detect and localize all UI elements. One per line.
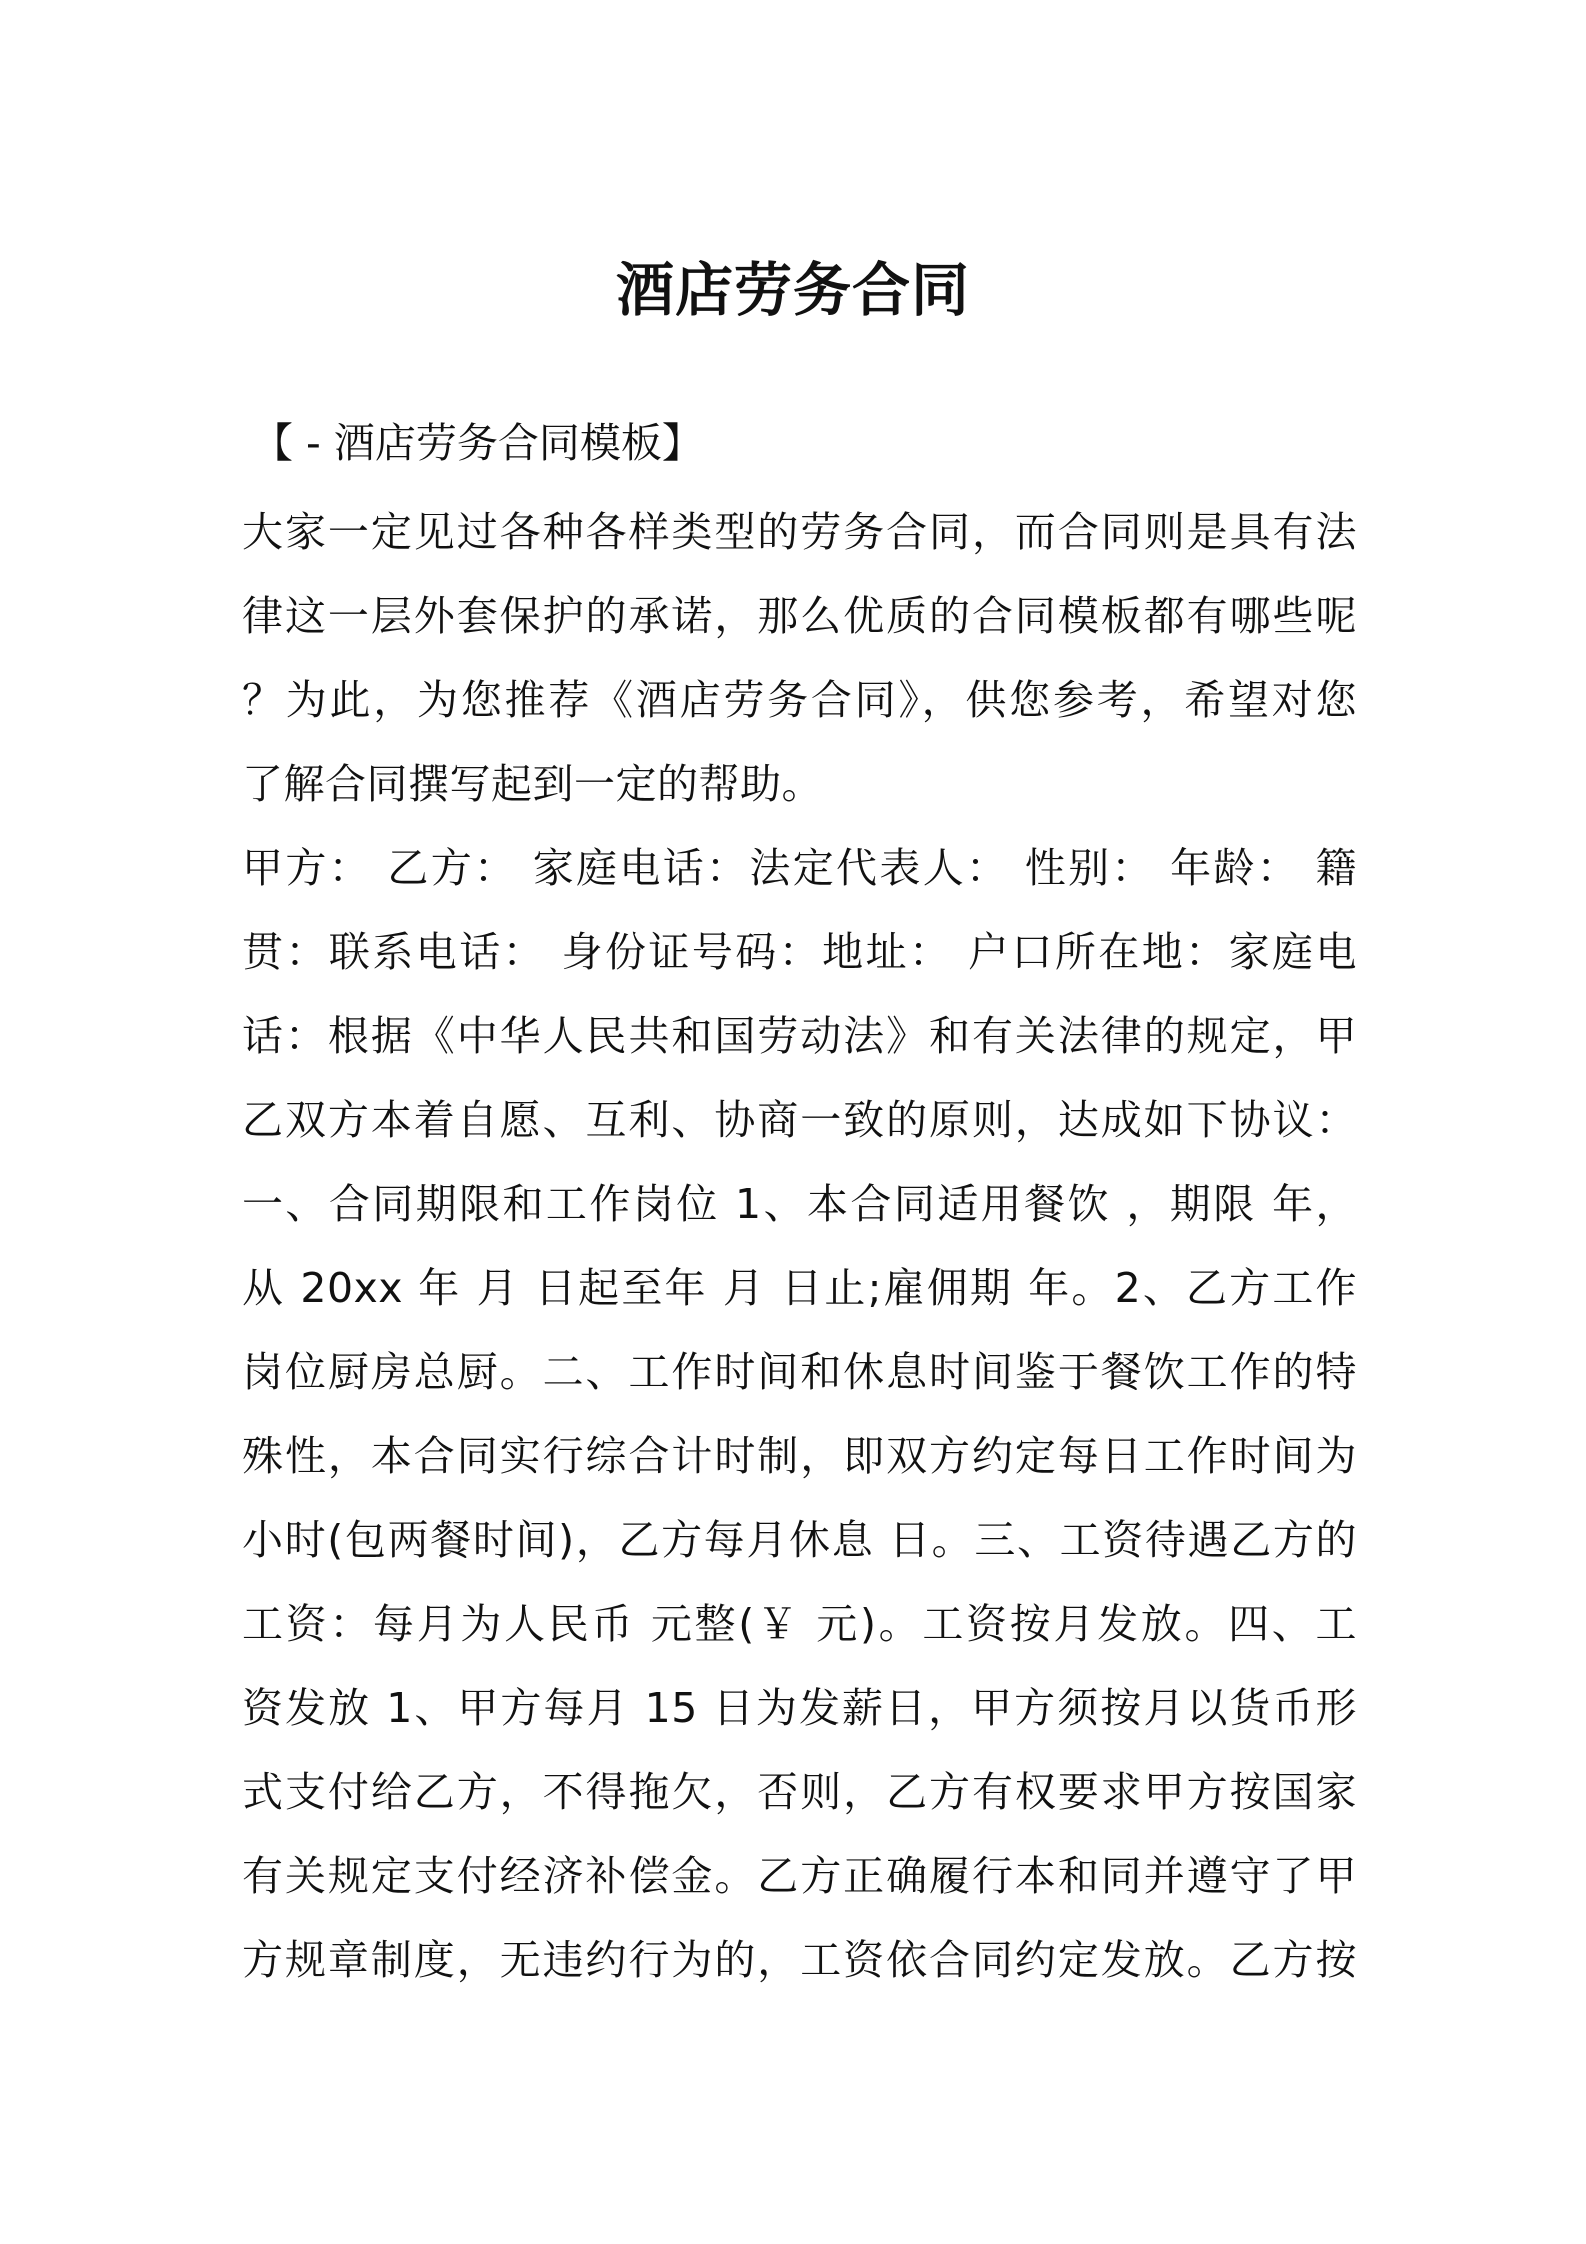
document-subtitle: 【 - 酒店劳务合同模板】 bbox=[252, 419, 703, 467]
body-line: 工资：每月为人民币 元整(￥ 元)。工资按月发放。四、工 bbox=[242, 1600, 1357, 1648]
body-line: 律这一层外套保护的承诺，那么优质的合同模板都有哪些呢 bbox=[242, 592, 1357, 640]
body-line: 乙双方本着自愿、互利、协商一致的原则，达成如下协议： bbox=[242, 1096, 1357, 1144]
body-line: 话：根据《中华人民共和国劳动法》和有关法律的规定，甲 bbox=[242, 1012, 1357, 1060]
body-line: 岗位厨房总厨。二、工作时间和休息时间鉴于餐饮工作的特 bbox=[242, 1348, 1357, 1396]
body-line: 小时(包两餐时间)，乙方每月休息 日。三、工资待遇乙方的 bbox=[242, 1516, 1357, 1564]
document-title: 酒店劳务合同 bbox=[615, 256, 970, 324]
body-line: 贯：联系电话： 身份证号码：地址： 户口所在地：家庭电 bbox=[242, 928, 1357, 976]
body-line: 大家一定见过各种各样类型的劳务合同，而合同则是具有法 bbox=[242, 508, 1357, 556]
body-line: ？为此，为您推荐《酒店劳务合同》，供您参考，希望对您 bbox=[242, 676, 1357, 724]
body-line: 从 20xx 年 月 日起至年 月 日止;雇佣期 年。2、乙方工作 bbox=[242, 1264, 1357, 1312]
body-line: 甲方： 乙方： 家庭电话：法定代表人： 性别： 年龄： 籍 bbox=[242, 844, 1357, 892]
body-line: 了解合同撰写起到一定的帮助。 bbox=[242, 760, 823, 808]
body-line: 方规章制度，无违约行为的，工资依合同约定发放。乙方按 bbox=[242, 1936, 1357, 1984]
body-line: 式支付给乙方，不得拖欠，否则，乙方有权要求甲方按国家 bbox=[242, 1768, 1357, 1816]
body-line: 有关规定支付经济补偿金。乙方正确履行本和同并遵守了甲 bbox=[242, 1852, 1357, 1900]
body-line: 一、合同期限和工作岗位 1、本合同适用餐饮 ，期限 年， bbox=[242, 1180, 1357, 1228]
document-body bbox=[242, 410, 1357, 2002]
body-line: 殊性，本合同实行综合计时制，即双方约定每日工作时间为 bbox=[242, 1432, 1357, 1480]
body-line: 资发放 1、甲方每月 15 日为发薪日，甲方须按月以货币形 bbox=[242, 1684, 1357, 1732]
